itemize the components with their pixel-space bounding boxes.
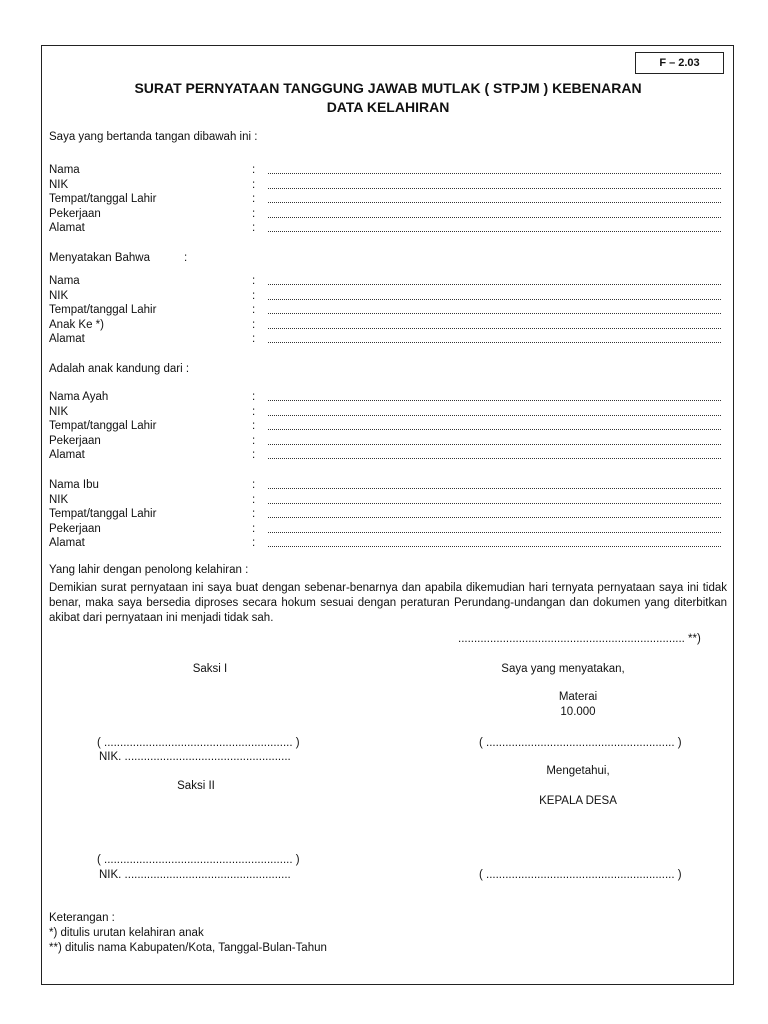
field-colon: : — [252, 405, 256, 418]
fill-in-line[interactable] — [268, 488, 721, 489]
materai-line2: 10.000 — [560, 706, 596, 718]
mother-field-label: Nama Ibu — [49, 479, 99, 491]
child-field-label: Nama — [49, 275, 80, 287]
mother-field-row — [49, 493, 721, 508]
form-code-box: F – 2.03 — [635, 52, 724, 74]
field-colon: : — [252, 222, 256, 235]
closing-paragraph: Demikian surat pernyataan ini saya buat dengan sebenar-benarnya dan apabila dikemudian hari ternyata pernyataan saya ini tidak benar, maka saya bersedia diproses secara hokum sesuai dengan peraturan Perundang-undangan dan dokumen yang diterbitkan akibat dari pernyataan ini menjadi tidak sah. — [49, 582, 727, 624]
helper-line: Yang lahir dengan penolong kelahiran : — [49, 564, 249, 576]
document-title-line1: SURAT PERNYATAAN TANGGUNG JAWAB MUTLAK ( STPJM ) KEBENARAN — [134, 80, 642, 96]
village-head-label: KEPALA DESA — [539, 795, 617, 807]
field-colon: : — [252, 207, 256, 220]
place-date-line: ....................................................................... **) — [458, 633, 701, 645]
mother-field-row — [49, 507, 721, 522]
intro-text: Saya yang bertanda tangan dibawah ini : — [49, 131, 258, 143]
fill-in-line[interactable] — [268, 546, 721, 547]
declarant-field-row — [49, 178, 721, 193]
mother-field-row — [49, 536, 721, 551]
village-head-sign-line: ( ........................................................... ) — [479, 869, 682, 881]
declarer-sign-line: ( ........................................................... ) — [479, 737, 682, 749]
fill-in-line[interactable] — [268, 532, 721, 533]
note-1: *) ditulis urutan kelahiran anak — [49, 927, 204, 939]
statement-colon: : — [184, 252, 188, 264]
notes-heading: Keterangan : — [49, 912, 115, 924]
fill-in-line[interactable] — [268, 444, 721, 445]
field-colon: : — [252, 420, 256, 433]
mother-field-row — [49, 522, 721, 537]
declarant-field-label: Nama — [49, 164, 80, 176]
child-field-label: Anak Ke *) — [49, 318, 104, 331]
fill-in-line[interactable] — [268, 415, 721, 416]
field-colon: : — [252, 193, 256, 206]
declarant-field-label: Alamat — [49, 222, 85, 235]
declarer-label: Saya yang menyatakan, — [501, 663, 625, 675]
fill-in-line[interactable] — [268, 458, 721, 459]
field-colon: : — [252, 479, 256, 491]
field-colon: : — [252, 391, 256, 403]
field-colon: : — [252, 333, 256, 346]
fill-in-line[interactable] — [268, 284, 721, 285]
father-field-label: Alamat — [49, 449, 85, 462]
mother-field-row — [49, 478, 721, 493]
note-2: **) ditulis nama Kabupaten/Kota, Tanggal-Bulan-Tahun — [49, 942, 327, 954]
father-field-row — [49, 434, 721, 449]
father-field-label: Pekerjaan — [49, 434, 101, 447]
child-field-label: NIK — [49, 289, 69, 302]
child-field-row — [49, 303, 721, 318]
acknowledged-label: Mengetahui, — [546, 765, 610, 777]
father-field-label: Nama Ayah — [49, 391, 109, 403]
field-colon: : — [252, 304, 256, 317]
declarant-field-label: Pekerjaan — [49, 207, 101, 220]
fill-in-line[interactable] — [268, 299, 721, 300]
document-title-line2: DATA KELAHIRAN — [326, 99, 450, 115]
child-field-row — [49, 332, 721, 347]
fill-in-line[interactable] — [268, 231, 721, 232]
witness1-nik-line: NIK. .................................................... — [99, 751, 291, 763]
field-colon: : — [252, 289, 256, 302]
child-field-row — [49, 274, 721, 289]
field-colon: : — [252, 164, 256, 176]
child-field-row — [49, 318, 721, 333]
fill-in-line[interactable] — [268, 188, 721, 189]
parents-heading: Adalah anak kandung dari : — [49, 363, 190, 375]
field-colon: : — [252, 434, 256, 447]
father-field-label: Tempat/tanggal Lahir — [49, 420, 157, 433]
child-field-label: Tempat/tanggal Lahir — [49, 304, 157, 317]
mother-field-label: Pekerjaan — [49, 522, 101, 535]
fill-in-line[interactable] — [268, 328, 721, 329]
fill-in-line[interactable] — [268, 400, 721, 401]
field-colon: : — [252, 449, 256, 462]
field-colon: : — [252, 493, 256, 506]
fill-in-line[interactable] — [268, 429, 721, 430]
child-field-label: Alamat — [49, 333, 85, 346]
field-colon: : — [252, 178, 256, 191]
mother-field-label: Tempat/tanggal Lahir — [49, 508, 157, 521]
fill-in-line[interactable] — [268, 217, 721, 218]
fill-in-line[interactable] — [268, 313, 721, 314]
witness1-sign-line: ( ........................................................... ) — [97, 737, 300, 749]
declarant-field-label: Tempat/tanggal Lahir — [49, 193, 157, 206]
child-field-row — [49, 289, 721, 304]
fill-in-line[interactable] — [268, 517, 721, 518]
fill-in-line[interactable] — [268, 503, 721, 504]
field-colon: : — [252, 508, 256, 521]
field-colon: : — [252, 537, 256, 550]
declarant-field-label: NIK — [49, 178, 69, 191]
father-field-label: NIK — [49, 405, 69, 418]
mother-field-label: NIK — [49, 493, 69, 506]
fill-in-line[interactable] — [268, 202, 721, 203]
father-field-row — [49, 390, 721, 405]
declarant-field-row — [49, 207, 721, 222]
statement-heading: Menyatakan Bahwa — [49, 252, 151, 264]
father-field-row — [49, 405, 721, 420]
declarant-field-row — [49, 192, 721, 207]
declarant-field-row — [49, 221, 721, 236]
father-field-row — [49, 448, 721, 463]
fill-in-line[interactable] — [268, 342, 721, 343]
witness2-nik-line: NIK. .................................................... — [99, 869, 291, 881]
field-colon: : — [252, 522, 256, 535]
fill-in-line[interactable] — [268, 173, 721, 174]
field-colon: : — [252, 318, 256, 331]
field-colon: : — [252, 275, 256, 287]
mother-field-label: Alamat — [49, 537, 85, 550]
declarant-field-row — [49, 163, 721, 178]
witness2-label: Saksi II — [177, 780, 215, 792]
materai-line1: Materai — [558, 691, 598, 703]
witness2-sign-line: ( ........................................................... ) — [97, 854, 300, 866]
witness1-label: Saksi I — [192, 663, 228, 675]
father-field-row — [49, 419, 721, 434]
